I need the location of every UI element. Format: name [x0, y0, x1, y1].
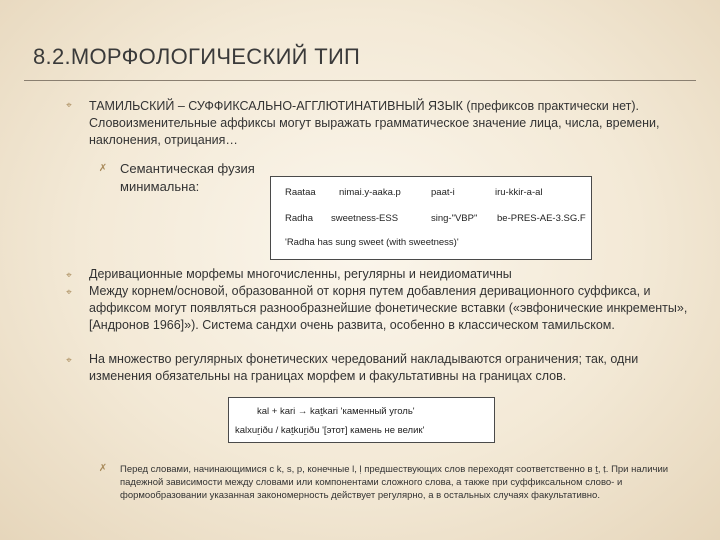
sandhi-example-box	[228, 397, 495, 443]
point-euphonic: Между корнем/основой, образованной от корня путем добавления деривационного суффикса, и аффиксом могут появляться разнообразнейшие фонетические вставки («эвфонические инкременты», [Андронов 1966]»). Система сандхи очень развита, особенно в классическом тамильском.	[89, 284, 688, 332]
slide-title: 8.2.МОРФОЛОГИЧЕСКИЙ ТИП	[33, 44, 361, 69]
gloss-word: Raataa	[285, 187, 316, 198]
gloss-word: sing-"VBP"	[431, 213, 478, 224]
gloss-translation: 'Radha has sung sweet (with sweetness)'	[285, 237, 459, 248]
sandhi-line-1: kal + kari → kaṯkari 'каменный уголь'	[257, 406, 415, 417]
bullet-icon: ⌖	[66, 100, 72, 111]
sub-bullet-icon: ✗	[98, 163, 108, 174]
gloss-word: iru-kkir-a-al	[495, 187, 543, 198]
sub-bullet-icon: ✗	[98, 463, 108, 474]
bullet-icon: ⌖	[66, 287, 72, 298]
gloss-word: sweetness-ESS	[331, 213, 399, 224]
fusion-note: Семантическая фузия минимальна:	[120, 161, 255, 194]
gloss-word: Radha	[285, 213, 313, 224]
point-derivation: Деривационные морфемы многочисленны, регулярны и неидиоматичны	[89, 267, 512, 281]
intro-paragraph: ТАМИЛЬСКИЙ – СУФФИКСАЛЬНО-АГГЛЮТИНАТИВНЫЙ ЯЗЫК (префиксов практически нет). Словоизменительные аффиксы могут выражать грамматическое значение лица, числа, времени, наклонения, отрицания…	[89, 99, 660, 147]
gloss-word: paat-i	[431, 187, 455, 198]
gloss-word: be-PRES-AE-3.SG.F	[497, 213, 586, 224]
sandhi-line-2: kalxuṟiðu / kaṯkuṟiðu '[этот] камень не велик'	[235, 425, 425, 436]
sandhi-footnote: Перед словами, начинающимися с k, s, p, конечные l, ḷ предшествующих слов переходят соответственно в ṯ, ṭ. При наличии падежной зависимости между словами или компонентами сложного слова, а также при суффиксальном слово- и формообразовании указанная закономерность действует регулярно, а в остальных случаях факультативно.	[120, 464, 669, 501]
title-divider	[24, 80, 696, 81]
point-alternations: На множество регулярных фонетических чередований накладываются ограничения; так, одни изменения обязательны на границах морфем и факультативны на границах слов.	[89, 352, 639, 383]
bullet-icon: ⌖	[66, 355, 72, 366]
bullet-icon: ⌖	[66, 270, 72, 281]
gloss-word: nimai.y-aaka.p	[339, 187, 401, 198]
gloss-example-box	[270, 176, 592, 260]
